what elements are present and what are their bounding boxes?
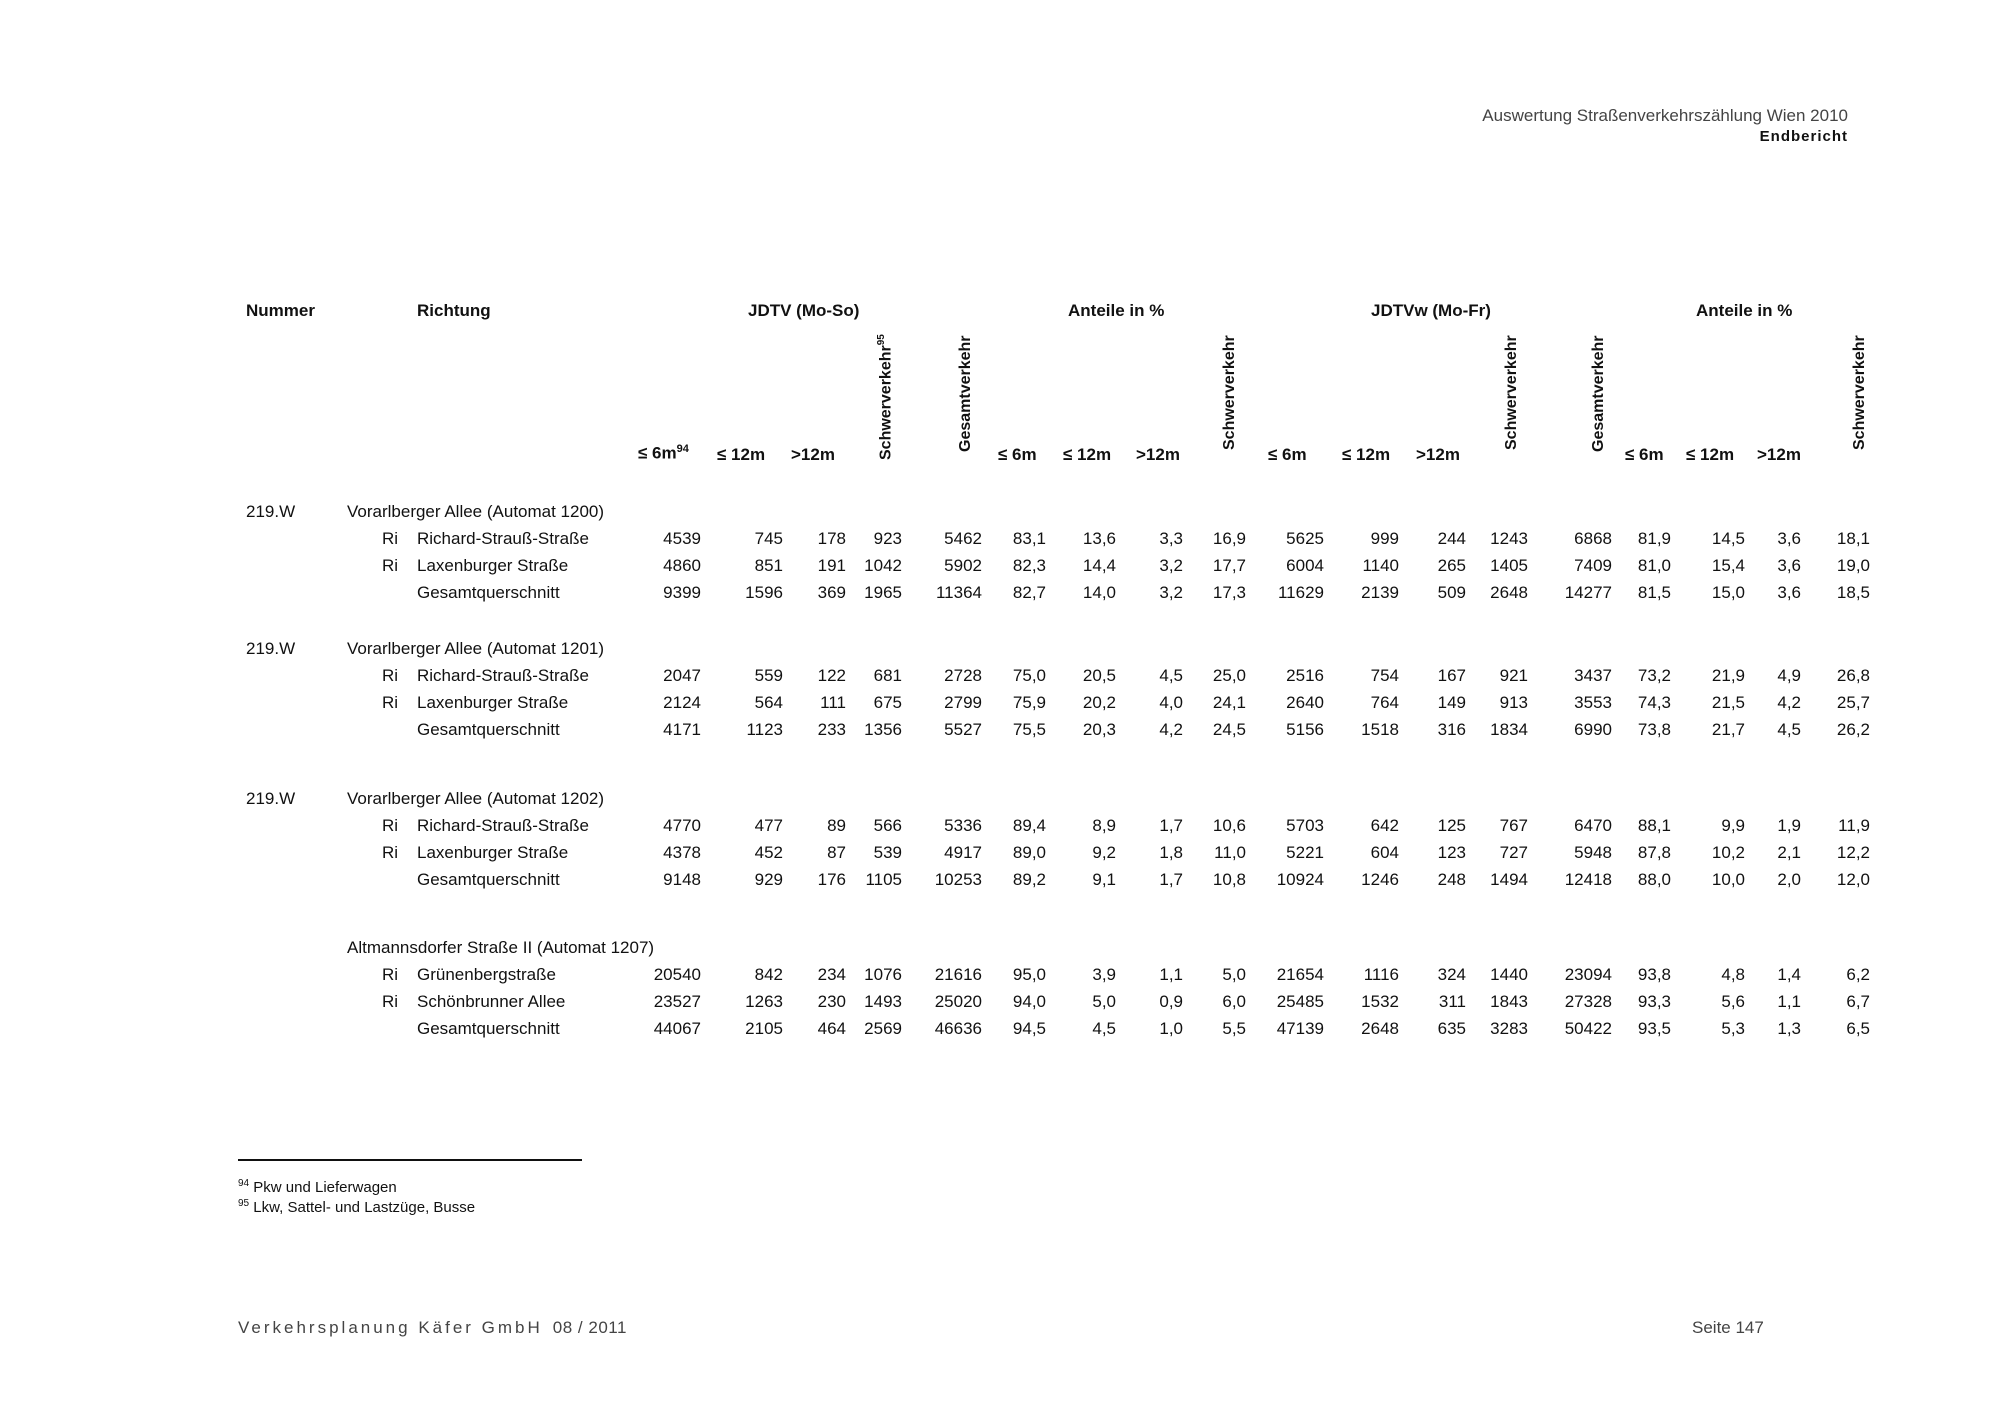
table-cell: 369 [817, 583, 846, 602]
table-cell: 464 [817, 1019, 846, 1038]
footer-company-name: Verkehrsplanung Käfer GmbH [238, 1318, 543, 1337]
table-cell: 5,6 [1721, 992, 1745, 1011]
table-cell: 1,0 [1159, 1019, 1183, 1038]
rot-header-gesamtverkehr-2: Gesamtverkehr [1590, 335, 1607, 452]
table-cell: 178 [817, 529, 846, 548]
table-cell: 10,6 [1212, 816, 1246, 835]
table-cell: 1834 [1490, 720, 1528, 739]
table-cell: 10253 [934, 870, 982, 889]
table-cell: 21,7 [1711, 720, 1745, 739]
table-cell: 5948 [1574, 843, 1612, 862]
table-cell: 5221 [1286, 843, 1324, 862]
table-cell: 5703 [1286, 816, 1324, 835]
table-cell: 6004 [1286, 556, 1324, 575]
table-cell: 4,9 [1777, 666, 1801, 685]
row-direction-prefix: Ri [382, 693, 399, 712]
table-cell: 125 [1437, 816, 1466, 835]
table-cell: 509 [1437, 583, 1466, 602]
table-cell: 1494 [1490, 870, 1528, 889]
table-cell: 20,5 [1082, 666, 1116, 685]
col-header-jdtvw: JDTVw (Mo-Fr) [1371, 301, 1491, 320]
table-cell: 81,5 [1637, 583, 1671, 602]
sub-header-le12m-jdtv: ≤ 12m [717, 445, 766, 464]
table-cell: 11629 [1277, 583, 1324, 602]
table-cell: 2047 [663, 666, 701, 685]
table-cell: 842 [754, 965, 783, 984]
table-cell: 566 [873, 816, 902, 835]
row-label: Gesamtquerschnitt [417, 870, 560, 889]
table-cell: 14,5 [1711, 529, 1745, 548]
footer-date: 08 / 2011 [552, 1318, 627, 1337]
table-cell: 9399 [663, 583, 701, 602]
table-cell: 4,5 [1092, 1019, 1116, 1038]
rot-header-schwerverkehr-jdtv [876, 334, 895, 460]
group-number: 219.W [246, 789, 296, 808]
row-label: Gesamtquerschnitt [417, 583, 560, 602]
table-cell: 24,5 [1212, 720, 1246, 739]
table-cell: 1356 [864, 720, 902, 739]
table-cell: 3553 [1574, 693, 1612, 712]
table-cell: 4770 [663, 816, 701, 835]
table-cell: 5527 [944, 720, 982, 739]
row-label: Richard-Strauß-Straße [417, 529, 589, 548]
table-cell: 95,0 [1012, 965, 1046, 984]
table-cell: 4,2 [1777, 693, 1801, 712]
footer-company [238, 1318, 627, 1338]
table-cell: 88,1 [1637, 816, 1671, 835]
table-cell: 3,3 [1159, 529, 1183, 548]
table-cell: 3,6 [1777, 556, 1801, 575]
table-cell: 25,0 [1212, 666, 1246, 685]
table-cell: 4860 [663, 556, 701, 575]
table-cell: 75,9 [1012, 693, 1046, 712]
table-cell: 2648 [1361, 1019, 1399, 1038]
table-cell: 233 [817, 720, 846, 739]
table-cell: 10924 [1276, 870, 1324, 889]
table-cell: 176 [817, 870, 846, 889]
table-cell: 5,3 [1721, 1019, 1745, 1038]
table-cell: 5,0 [1222, 965, 1246, 984]
table-cell: 12,2 [1836, 843, 1870, 862]
sub-header-le6m-anteile-2: ≤ 6m [1625, 445, 1664, 464]
table-cell: 1,7 [1159, 816, 1183, 835]
table-cell: 46636 [934, 1019, 982, 1038]
rot-header-text: Schwerverkehr [877, 345, 895, 460]
table-cell: 1076 [864, 965, 902, 984]
table-cell: 26,2 [1836, 720, 1870, 739]
table-cell: 2,0 [1777, 870, 1801, 889]
table-cell: 1105 [865, 870, 902, 889]
table-cell: 4171 [663, 720, 701, 739]
table-cell: 191 [817, 556, 846, 575]
row-direction-prefix: Ri [382, 666, 399, 685]
table-cell: 19,0 [1836, 556, 1870, 575]
table-cell: 149 [1437, 693, 1466, 712]
table-cell: 913 [1499, 693, 1528, 712]
table-cell: 18,1 [1836, 529, 1870, 548]
sub-header-gt12m-jdtvw: >12m [1416, 445, 1460, 464]
table-cell: 1263 [745, 992, 783, 1011]
table-cell: 89,2 [1012, 870, 1046, 889]
table-cell: 1243 [1490, 529, 1528, 548]
table-cell: 1,1 [1159, 965, 1183, 984]
sub-header-le12m-anteile-2: ≤ 12m [1686, 445, 1735, 464]
table-cell: 745 [754, 529, 783, 548]
table-cell: 5625 [1286, 529, 1324, 548]
group-title: Vorarlberger Allee (Automat 1202) [347, 789, 605, 808]
table-cell: 10,2 [1711, 843, 1745, 862]
table-cell: 50422 [1564, 1019, 1612, 1038]
table-cell: 3,9 [1092, 965, 1116, 984]
table-cell: 11,0 [1214, 843, 1246, 862]
footnote-95 [238, 1198, 475, 1216]
table-cell: 1,8 [1159, 843, 1183, 862]
col-header-anteile-2: Anteile in % [1696, 301, 1793, 320]
row-label: Schönbrunner Allee [417, 992, 566, 1011]
table-cell: 2640 [1286, 693, 1324, 712]
table-cell: 234 [817, 965, 846, 984]
table-cell: 929 [754, 870, 783, 889]
table-cell: 4539 [663, 529, 701, 548]
table-cell: 681 [873, 666, 902, 685]
table-cell: 21,5 [1711, 693, 1745, 712]
table-cell: 24,1 [1212, 693, 1246, 712]
table-cell: 4917 [944, 843, 982, 862]
table-cell: 11,9 [1838, 816, 1870, 835]
footnote-text: Lkw, Sattel- und Lastzüge, Busse [253, 1199, 476, 1216]
table-cell: 1596 [745, 583, 783, 602]
table-cell: 73,2 [1637, 666, 1671, 685]
table-cell: 20,3 [1082, 720, 1116, 739]
table-cell: 23527 [653, 992, 701, 1011]
table-cell: 1246 [1361, 870, 1399, 889]
table-cell: 559 [754, 666, 783, 685]
table-cell: 11364 [935, 583, 982, 602]
table-cell: 1116 [1363, 965, 1399, 984]
table-cell: 2648 [1490, 583, 1528, 602]
table-cell: 324 [1437, 965, 1466, 984]
table-cell: 25485 [1276, 992, 1324, 1011]
table-cell: 230 [817, 992, 846, 1011]
rot-header-gesamtverkehr-1: Gesamtverkehr [957, 335, 974, 452]
table-cell: 642 [1370, 816, 1399, 835]
table-cell: 6470 [1574, 816, 1612, 835]
table-cell: 4,8 [1721, 965, 1745, 984]
table-cell: 2105 [745, 1019, 783, 1038]
table-cell: 1,9 [1777, 816, 1801, 835]
footer-page-number: Seite 147 [1692, 1318, 1764, 1337]
table-cell: 6,7 [1846, 992, 1870, 1011]
table-cell: 764 [1370, 693, 1399, 712]
table-cell: 5336 [944, 816, 982, 835]
table-cell: 111 [820, 693, 846, 712]
table-cell: 27328 [1564, 992, 1612, 1011]
table-cell: 767 [1499, 816, 1528, 835]
rot-header-schwerverkehr-jdtvw: Schwerverkehr [1503, 335, 1520, 450]
table-cell: 1440 [1490, 965, 1528, 984]
table-cell: 5156 [1286, 720, 1324, 739]
table-cell: 1,4 [1777, 965, 1801, 984]
table-cell: 921 [1499, 666, 1528, 685]
footnote-number: 95 [238, 1198, 250, 1209]
row-direction-prefix: Ri [382, 965, 399, 984]
table-cell: 9,9 [1721, 816, 1745, 835]
group-title: Vorarlberger Allee (Automat 1201) [347, 639, 605, 658]
table-cell: 5,5 [1222, 1019, 1246, 1038]
table-cell: 17,3 [1212, 583, 1246, 602]
group-title: Altmannsdorfer Straße II (Automat 1207) [347, 938, 655, 957]
table-cell: 13,6 [1082, 529, 1116, 548]
table-cell: 93,8 [1637, 965, 1671, 984]
footnote-ref-95: 95 [876, 334, 887, 346]
table-cell: 3437 [1574, 666, 1612, 685]
table-cell: 9,1 [1092, 870, 1116, 889]
table-cell: 82,7 [1012, 583, 1046, 602]
table-cell: 122 [817, 666, 846, 685]
row-label: Laxenburger Straße [417, 693, 569, 712]
row-label: Laxenburger Straße [417, 556, 569, 575]
page-header-title: Auswertung Straßenverkehrszählung Wien 2010 [1482, 106, 1848, 125]
table-cell: 3283 [1490, 1019, 1528, 1038]
sub-header-gt12m-anteile-2: >12m [1757, 445, 1801, 464]
group-number: 219.W [246, 502, 296, 521]
table-cell: 14,4 [1082, 556, 1116, 575]
table-cell: 2569 [864, 1019, 902, 1038]
table-cell: 87 [827, 843, 846, 862]
row-direction-prefix: Ri [382, 816, 399, 835]
table-cell: 635 [1437, 1019, 1466, 1038]
table-cell: 6868 [1574, 529, 1612, 548]
table-cell: 248 [1437, 870, 1466, 889]
table-cell: 17,7 [1212, 556, 1246, 575]
table-cell: 21654 [1276, 965, 1324, 984]
table-cell: 5902 [944, 556, 982, 575]
table-cell: 93,3 [1637, 992, 1671, 1011]
sub-header-le12m-jdtvw: ≤ 12m [1342, 445, 1391, 464]
table-cell: 7409 [1574, 556, 1612, 575]
table-cell: 564 [754, 693, 783, 712]
table-cell: 244 [1437, 529, 1466, 548]
table-cell: 2124 [663, 693, 701, 712]
table-cell: 1493 [864, 992, 902, 1011]
table-cell: 4,5 [1159, 666, 1183, 685]
table-cell: 477 [754, 816, 783, 835]
table-cell: 1,1 [1777, 992, 1801, 1011]
table-cell: 88,0 [1637, 870, 1671, 889]
table-cell: 23094 [1564, 965, 1612, 984]
table-cell: 16,9 [1212, 529, 1246, 548]
table-cell: 20540 [653, 965, 701, 984]
table-cell: 12418 [1564, 870, 1612, 889]
table-cell: 81,9 [1637, 529, 1671, 548]
table-cell: 1843 [1490, 992, 1528, 1011]
table-cell: 1532 [1361, 992, 1399, 1011]
table-cell: 14,0 [1082, 583, 1116, 602]
table-cell: 316 [1437, 720, 1466, 739]
table-cell: 5462 [944, 529, 982, 548]
table-cell: 4378 [663, 843, 701, 862]
row-direction-prefix: Ri [382, 529, 399, 548]
rot-header-schwerverkehr-2: Schwerverkehr [1851, 335, 1868, 450]
table-cell: 94,5 [1012, 1019, 1046, 1038]
footnote-text: Pkw und Lieferwagen [253, 1179, 397, 1196]
row-label: Gesamtquerschnitt [417, 1019, 560, 1038]
table-cell: 21,9 [1711, 666, 1745, 685]
sub-header-le6m-anteile-1: ≤ 6m [998, 445, 1037, 464]
table-cell: 10,8 [1212, 870, 1246, 889]
table-cell: 89 [827, 816, 846, 835]
row-direction-prefix: Ri [382, 992, 399, 1011]
table-cell: 604 [1370, 843, 1399, 862]
table-cell: 3,2 [1159, 583, 1183, 602]
table-cell: 94,0 [1012, 992, 1046, 1011]
table-cell: 12,0 [1836, 870, 1870, 889]
table-cell: 123 [1437, 843, 1466, 862]
table-cell: 9,2 [1092, 843, 1116, 862]
table-cell: 167 [1437, 666, 1466, 685]
page-header-subtitle: Endbericht [1759, 128, 1848, 145]
table-cell: 9148 [663, 870, 701, 889]
table-cell: 10,0 [1711, 870, 1745, 889]
table-cell: 93,5 [1637, 1019, 1671, 1038]
table-cell: 311 [1438, 992, 1466, 1011]
table-cell: 1140 [1362, 556, 1399, 575]
table-cell: 47139 [1276, 1019, 1324, 1038]
table-cell: 1965 [864, 583, 902, 602]
sub-header-le6m-jdtv [638, 443, 689, 464]
col-header-jdtv: JDTV (Mo-So) [748, 301, 860, 320]
table-cell: 73,8 [1637, 720, 1671, 739]
table-cell: 89,4 [1012, 816, 1046, 835]
table-cell: 1405 [1490, 556, 1528, 575]
table-cell: 25,7 [1836, 693, 1870, 712]
table-cell: 1123 [746, 720, 783, 739]
footnote-ref-94: 94 [676, 443, 689, 455]
footnote-divider [238, 1159, 582, 1161]
table-cell: 75,5 [1012, 720, 1046, 739]
table-cell: 2728 [944, 666, 982, 685]
table-cell: 1,3 [1777, 1019, 1801, 1038]
table-cell: 6990 [1574, 720, 1612, 739]
table-cell: 6,0 [1222, 992, 1246, 1011]
footnote-number: 94 [238, 1178, 250, 1189]
table-cell: 5,0 [1092, 992, 1116, 1011]
table-cell: 83,1 [1012, 529, 1046, 548]
table-cell: 25020 [934, 992, 982, 1011]
table-cell: 1,7 [1159, 870, 1183, 889]
table-cell: 3,6 [1777, 529, 1801, 548]
table-cell: 754 [1370, 666, 1399, 685]
col-header-richtung: Richtung [417, 301, 491, 320]
table-cell: 4,5 [1777, 720, 1801, 739]
table-cell: 675 [873, 693, 902, 712]
table-cell: 851 [754, 556, 783, 575]
row-label: Richard-Strauß-Straße [417, 816, 589, 835]
table-cell: 4,2 [1159, 720, 1183, 739]
table-cell: 74,3 [1637, 693, 1671, 712]
row-direction-prefix: Ri [382, 556, 399, 575]
footnote-94 [238, 1178, 397, 1196]
table-cell: 265 [1437, 556, 1466, 575]
table-cell: 539 [873, 843, 902, 862]
table-cell: 1042 [864, 556, 902, 575]
table-cell: 21616 [934, 965, 982, 984]
table-cell: 87,8 [1637, 843, 1671, 862]
group-title: Vorarlberger Allee (Automat 1200) [347, 502, 605, 521]
table-cell: 75,0 [1012, 666, 1046, 685]
table-cell: 18,5 [1836, 583, 1870, 602]
sub-header-gt12m-jdtv: >12m [791, 445, 835, 464]
table-cell: 6,2 [1846, 965, 1870, 984]
table-cell: 8,9 [1092, 816, 1116, 835]
row-direction-prefix: Ri [382, 843, 399, 862]
sub-header-le6m-text: ≤ 6m [638, 443, 677, 463]
group-number: 219.W [246, 639, 296, 658]
table-cell: 20,2 [1082, 693, 1116, 712]
table-cell: 44067 [653, 1019, 701, 1038]
table-cell: 14277 [1564, 583, 1612, 602]
table-cell: 923 [873, 529, 902, 548]
row-label: Richard-Strauß-Straße [417, 666, 589, 685]
table-cell: 999 [1370, 529, 1399, 548]
table-cell: 15,0 [1711, 583, 1745, 602]
table-cell: 2,1 [1777, 843, 1801, 862]
table-cell: 1518 [1361, 720, 1399, 739]
col-header-anteile-1: Anteile in % [1068, 301, 1165, 320]
sub-header-le12m-anteile-1: ≤ 12m [1063, 445, 1112, 464]
col-header-nummer: Nummer [246, 301, 315, 320]
row-label: Gesamtquerschnitt [417, 720, 560, 739]
table-cell: 2799 [944, 693, 982, 712]
sub-header-gt12m-anteile-1: >12m [1136, 445, 1180, 464]
table-cell: 81,0 [1637, 556, 1671, 575]
table-cell: 82,3 [1012, 556, 1046, 575]
table-cell: 6,5 [1846, 1019, 1870, 1038]
table-cell: 15,4 [1711, 556, 1745, 575]
table-cell: 452 [754, 843, 783, 862]
sub-header-le6m-jdtvw: ≤ 6m [1268, 445, 1307, 464]
rot-header-schwerverkehr-1: Schwerverkehr [1221, 335, 1238, 450]
table-cell: 0,9 [1159, 992, 1183, 1011]
table-cell: 26,8 [1836, 666, 1870, 685]
table-cell: 2516 [1286, 666, 1324, 685]
row-label: Grünenbergstraße [417, 965, 556, 984]
row-label: Laxenburger Straße [417, 843, 569, 862]
table-cell: 4,0 [1159, 693, 1183, 712]
table-cell: 2139 [1361, 583, 1399, 602]
table-cell: 727 [1499, 843, 1528, 862]
table-cell: 3,2 [1159, 556, 1183, 575]
table-cell: 3,6 [1777, 583, 1801, 602]
table-cell: 89,0 [1012, 843, 1046, 862]
